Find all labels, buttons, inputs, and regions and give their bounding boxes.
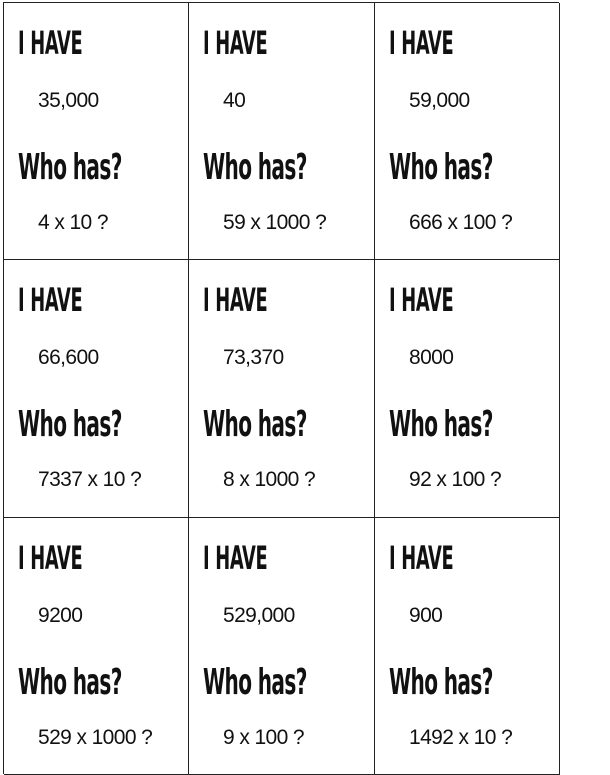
card	[189, 518, 375, 775]
i-have-heading: I HAVE	[389, 24, 454, 62]
who-has-heading: Who has?	[203, 662, 307, 703]
have-value: 8000	[409, 346, 454, 369]
have-value: 59,000	[409, 89, 470, 112]
question: 92 x 100 ?	[409, 468, 502, 491]
have-value: 40	[223, 89, 246, 112]
have-value: 66,600	[38, 346, 99, 369]
i-have-heading: I HAVE	[203, 24, 268, 62]
have-value: 35,000	[38, 89, 99, 112]
who-has-heading: Who has?	[203, 147, 307, 188]
have-value: 529,000	[223, 604, 295, 627]
question: 529 x 1000 ?	[38, 726, 153, 749]
card	[375, 260, 560, 518]
card	[4, 260, 189, 518]
question: 4 x 10 ?	[38, 211, 108, 234]
card	[189, 260, 375, 518]
card-grid	[3, 2, 559, 774]
card	[375, 3, 560, 260]
who-has-heading: Who has?	[389, 662, 493, 703]
question: 7337 x 10 ?	[38, 468, 142, 491]
question: 9 x 100 ?	[223, 726, 304, 749]
question: 8 x 1000 ?	[223, 468, 316, 491]
i-have-heading: I HAVE	[203, 539, 268, 577]
i-have-heading: I HAVE	[18, 24, 83, 62]
have-value: 73,370	[223, 346, 284, 369]
question: 666 x 100 ?	[409, 211, 513, 234]
i-have-heading: I HAVE	[18, 281, 83, 319]
i-have-heading: I HAVE	[18, 539, 83, 577]
who-has-heading: Who has?	[389, 147, 493, 188]
card	[189, 3, 375, 260]
who-has-heading: Who has?	[389, 404, 493, 445]
card	[4, 3, 189, 260]
question: 1492 x 10 ?	[409, 726, 513, 749]
i-have-heading: I HAVE	[389, 281, 454, 319]
have-value: 900	[409, 604, 443, 627]
have-value: 9200	[38, 604, 83, 627]
card	[375, 518, 560, 775]
who-has-heading: Who has?	[18, 404, 122, 445]
who-has-heading: Who has?	[18, 662, 122, 703]
question: 59 x 1000 ?	[223, 211, 327, 234]
who-has-heading: Who has?	[18, 147, 122, 188]
i-have-heading: I HAVE	[389, 539, 454, 577]
who-has-heading: Who has?	[203, 404, 307, 445]
i-have-heading: I HAVE	[203, 281, 268, 319]
card	[4, 518, 189, 775]
